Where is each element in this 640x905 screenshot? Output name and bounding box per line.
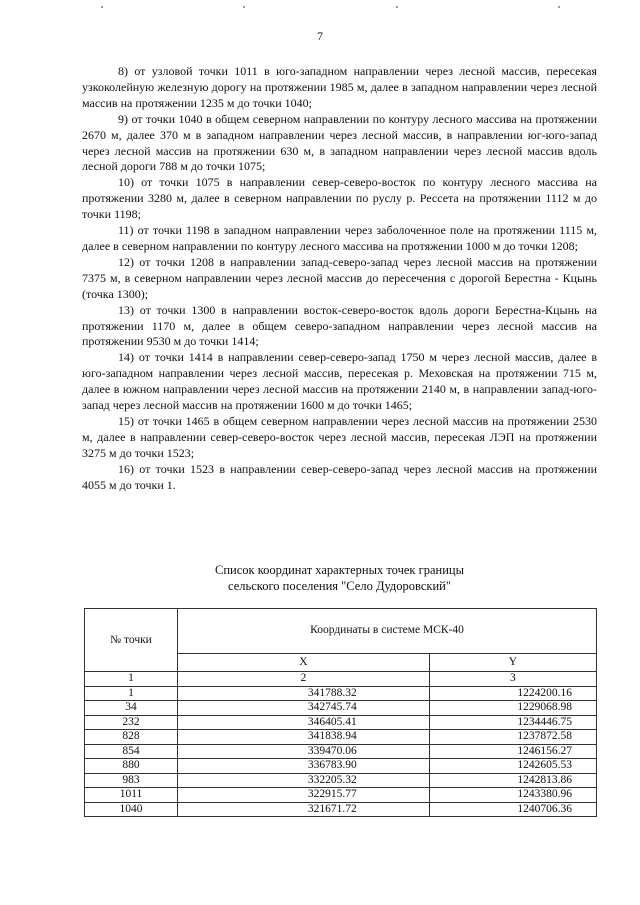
table-row: [85, 773, 597, 788]
scan-dot: [101, 6, 103, 8]
paragraph-15: 15) от точки 1465 в общем северном направлении через лесной массив на протяжении 2530 м, далее в направлении север-северо-восток через лесной массив, пересекая ЛЭП на протяжении 3275 м до точки 1523;: [82, 413, 597, 460]
paragraph-10: 10) от точки 1075 в направлении север-северо-восток по контуру лесного массива на протяжении 3280 м, далее в северном направлении по руслу р. Рессета на протяжении 1112 м до точки 1198;: [82, 175, 597, 222]
coordinates-table: [84, 608, 597, 817]
table-row: [85, 730, 597, 745]
coord-y: 1246156.27: [429, 744, 596, 759]
table-row: [85, 788, 597, 803]
boundary-description: [82, 64, 597, 493]
point-number: 1040: [85, 802, 178, 817]
coord-x: 341838.94: [178, 730, 430, 745]
point-number: 1011: [85, 788, 178, 803]
coord-y: 1243380.96: [429, 788, 596, 803]
page-number: 7: [317, 29, 323, 43]
column-index: 2: [178, 672, 430, 687]
coord-y: 1242813.86: [429, 773, 596, 788]
table-row: [85, 802, 597, 817]
paragraph-9: 9) от точки 1040 в общем северном направлении по контуру лесного массива на протяжении 2670 м, далее 370 м в западном направлении через лесной массив, в направлении юг-юго-запад через лесной массив на протяжении 630 м, в западном направлении через лесной массив вдоль лесной дороги 788 м до точки 1075;: [82, 111, 597, 174]
table-row: [85, 744, 597, 759]
column-index: 3: [429, 672, 596, 687]
paragraph-11: 11) от точки 1198 в западном направлении через заболоченное поле на протяжении 1115 м, далее в северном направлении по контуру лесного массива на протяжении 1000 м до точки 1208;: [82, 223, 597, 253]
point-number: 854: [85, 744, 178, 759]
coord-x: 336783.90: [178, 759, 430, 774]
paragraph-14: 14) от точки 1414 в направлении север-северо-запад 1750 м через лесной массив, далее в юго-западном направлении через лесной массив, пересекая р. Меховская на протяжении 715 м, далее в южном направлении через лесной массив на протяжении 2140 м, в направлении запад-юго-запад через лесной массив на протяжении 1600 м до точки 1465;: [82, 350, 597, 413]
table-row: [85, 715, 597, 730]
paragraph-13: 13) от точки 1300 в направлении восток-северо-восток вдоль дороги Берестна-Кцынь на протяжении 1170 м, далее в общем северо-западном направлении через лесной массив на протяжении 9530 м до точки 1414;: [82, 302, 597, 349]
coord-y: 1234446.75: [429, 715, 596, 730]
coord-y: 1224200.16: [429, 686, 596, 701]
scan-marks: [0, 6, 640, 10]
coord-x: 322915.77: [178, 788, 430, 803]
table-caption: [82, 562, 597, 594]
table-row: [85, 686, 597, 701]
point-number: 232: [85, 715, 178, 730]
paragraph-16: 16) от точки 1523 в направлении север-северо-запад через лесной массив на протяжении 4055 м до точки 1.: [82, 461, 597, 492]
coord-y: 1229068.98: [429, 701, 596, 716]
coord-x: 339470.06: [178, 744, 430, 759]
scan-dot: [558, 6, 560, 8]
header-x: X: [178, 653, 430, 671]
point-number: 34: [85, 701, 178, 716]
scan-dot: [243, 6, 245, 8]
point-number: 828: [85, 730, 178, 745]
header-point-number: № точки: [85, 609, 178, 672]
point-number: 983: [85, 773, 178, 788]
coord-x: 342745.74: [178, 701, 430, 716]
table-row: [85, 759, 597, 774]
table-header-row: [85, 609, 597, 654]
point-number: 880: [85, 759, 178, 774]
coord-x: 346405.41: [178, 715, 430, 730]
point-number: 1: [85, 686, 178, 701]
paragraph-8: 8) от узловой точки 1011 в юго-западном направлении через лесной массив, пересекая узкоколейную железную дорогу на протяжении 1985 м, далее в западном направлении через лесной массив на протяжении 1235 м до точки 1040;: [82, 64, 597, 110]
paragraph-12: 12) от точки 1208 в направлении запад-северо-запад через лесной массив на протяжении 7375 м, в северном направлении через лесной массив до пересечения с дорогой Берестна - Кцынь (точка 1300);: [82, 254, 597, 301]
coord-y: 1242605.53: [429, 759, 596, 774]
column-index-row: [85, 672, 597, 687]
coord-x: 321671.72: [178, 802, 430, 817]
caption-line-2: сельского поселения "Село Дудоровский": [228, 579, 451, 593]
coord-x: 341788.32: [178, 686, 430, 701]
coord-y: 1240706.36: [429, 802, 596, 817]
scan-dot: [396, 6, 398, 8]
table-row: [85, 701, 597, 716]
coord-x: 332205.32: [178, 773, 430, 788]
column-index: 1: [85, 672, 178, 687]
caption-line-1: Список координат характерных точек границы: [215, 563, 464, 577]
header-y: Y: [429, 653, 596, 671]
header-coordinate-system: Координаты в системе МСК-40: [178, 609, 597, 654]
coord-y: 1237872.58: [429, 730, 596, 745]
